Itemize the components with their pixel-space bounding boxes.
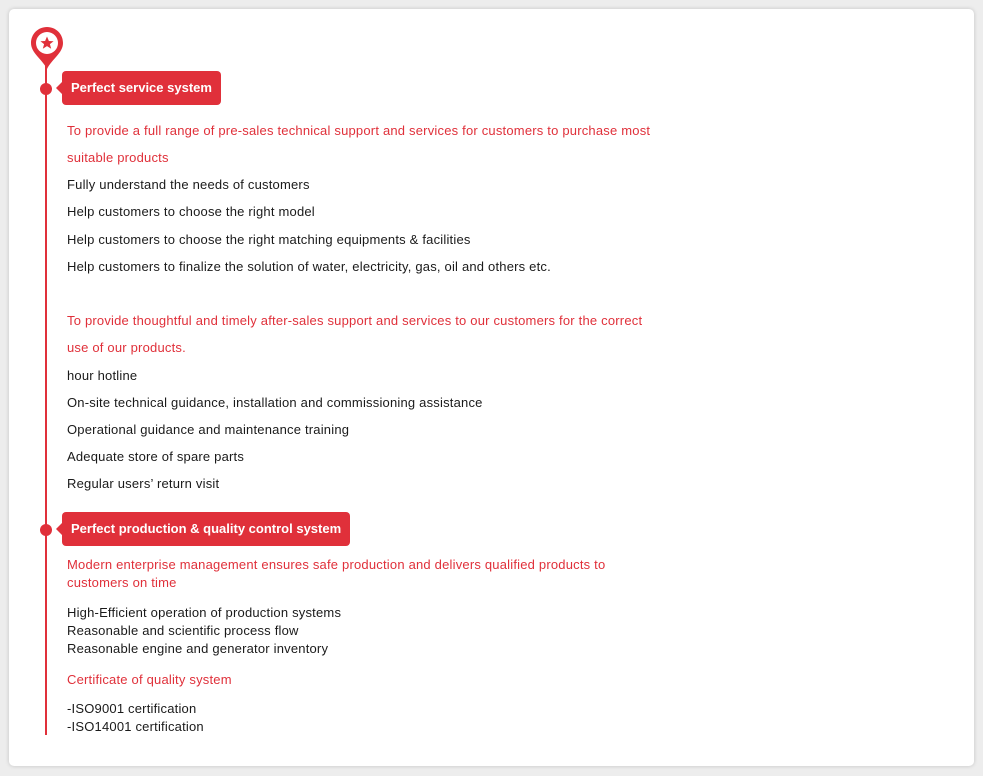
production-intro	[67, 556, 605, 592]
list-item: Regular users’ return visit	[67, 476, 220, 491]
list-item: Help customers to choose the right model	[67, 204, 315, 219]
list-item: hour hotline	[67, 368, 138, 383]
certificate-list	[67, 700, 204, 736]
after-sales-heading-cont: use of our products.	[67, 340, 186, 355]
timeline-dot	[40, 83, 52, 95]
list-item: Reasonable and scientific process flow	[67, 623, 299, 638]
production-intro-line: customers on time	[67, 575, 177, 590]
certificate-item: -ISO14001 certification	[67, 719, 204, 734]
list-item: Reasonable engine and generator inventory	[67, 641, 329, 656]
list-item: On-site technical guidance, installation and commissioning assistance	[67, 395, 483, 410]
after-sales-heading: To provide thoughtful and timely after-sales support and services to our customers for the correct	[67, 313, 643, 328]
section-label-service: Perfect service system	[62, 71, 221, 105]
list-item: Help customers to choose the right matching equipments & facilities	[67, 232, 471, 247]
content-card	[9, 9, 974, 766]
timeline-line	[45, 57, 47, 735]
list-item: Adequate store of spare parts	[67, 449, 245, 464]
list-item: Operational guidance and maintenance training	[67, 422, 350, 437]
location-pin-star-icon	[30, 26, 64, 70]
list-item: Help customers to finalize the solution of water, electricity, gas, oil and others etc.	[67, 259, 551, 274]
list-item: High-Efficient operation of production systems	[67, 605, 342, 620]
certificate-item: -ISO9001 certification	[67, 701, 197, 716]
production-intro-line: Modern enterprise management ensures safe production and delivers qualified products to	[67, 557, 606, 572]
section-label-production: Perfect production & quality control system	[62, 512, 350, 546]
list-item: Fully understand the needs of customers	[67, 177, 310, 192]
production-list	[67, 604, 341, 658]
timeline-dot	[40, 524, 52, 536]
certificate-heading: Certificate of quality system	[67, 672, 232, 687]
pre-sales-heading: To provide a full range of pre-sales technical support and services for customers to purchase most	[67, 123, 651, 138]
pre-sales-heading-cont: suitable products	[67, 150, 169, 165]
